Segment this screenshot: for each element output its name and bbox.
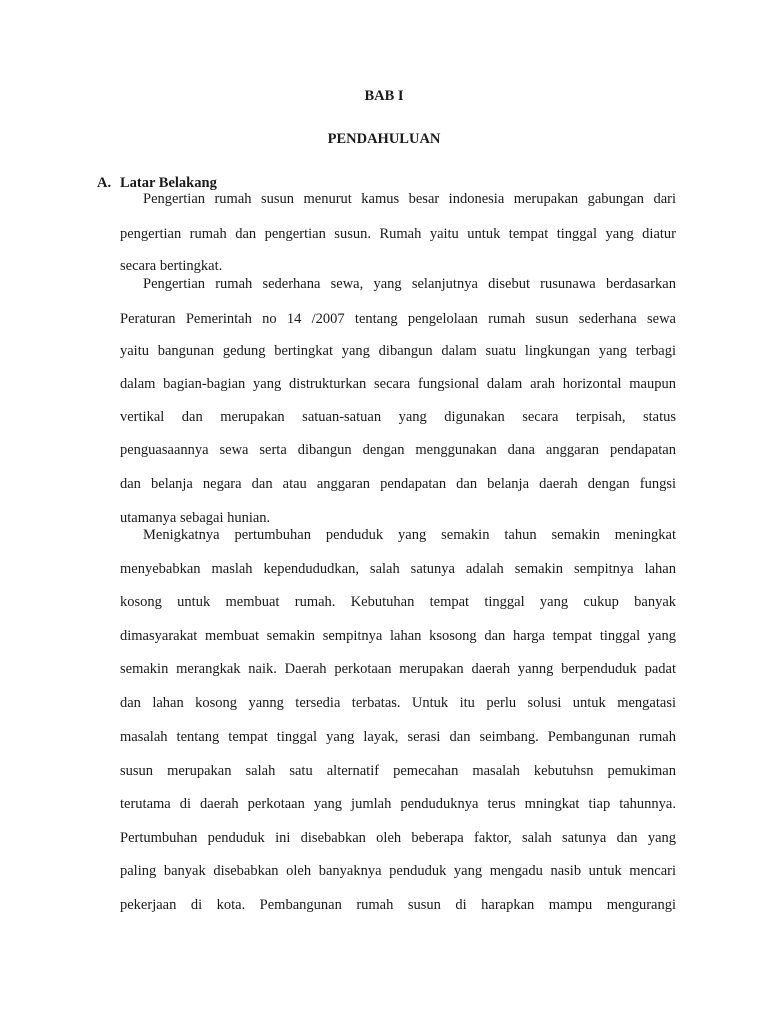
body-line: utamanya sebagai hunian. — [120, 510, 271, 526]
chapter-number: BAB I — [364, 88, 404, 104]
body-line: secara bertingkat. — [120, 258, 223, 274]
body-line: dalam bagian-bagian yang distrukturkan secara fungsional dalam arah horizontal maupun — [120, 376, 676, 392]
body-line: susun merupakan salah satu alternatif pemecahan masalah kebutuhsn pemukiman — [120, 763, 676, 779]
body-line: Peraturan Pemerintah no 14 /2007 tentang pengelolaan rumah susun sederhana sewa — [120, 311, 676, 327]
section-marker: A. — [97, 175, 112, 191]
body-line: kosong untuk membuat rumah. Kebutuhan tempat tinggal yang cukup banyak — [120, 594, 676, 610]
body-line: pengertian rumah dan pengertian susun. Rumah yaitu untuk tempat tinggal yang diatur — [120, 226, 676, 242]
body-line: dan lahan kosong yanng tersedia terbatas. Untuk itu perlu solusi untuk mengatasi — [120, 695, 676, 711]
body-line: masalah tentang tempat tinggal yang layak, serasi dan seimbang. Pembangunan rumah — [120, 729, 676, 745]
body-line: Menigkatnya pertumbuhan penduduk yang semakin tahun semakin meningkat — [143, 527, 676, 543]
body-line: Pengertian rumah susun menurut kamus besar indonesia merupakan gabungan dari — [143, 191, 676, 207]
section-title: Latar Belakang — [120, 175, 217, 191]
body-line: yaitu bangunan gedung bertingkat yang dibangun dalam suatu lingkungan yang terbagi — [120, 343, 676, 359]
body-line: menyebabkan maslah kependududkan, salah satunya adalah semakin sempitnya lahan — [120, 561, 676, 577]
body-line: Pertumbuhan penduduk ini disebabkan oleh beberapa faktor, salah satunya dan yang — [120, 830, 676, 846]
chapter-title: PENDAHULUAN — [327, 131, 441, 147]
body-line: paling banyak disebabkan oleh banyaknya penduduk yang mengadu nasib untuk mencari — [120, 863, 676, 879]
body-line: Pengertian rumah sederhana sewa, yang selanjutnya disebut rusunawa berdasarkan — [143, 276, 676, 292]
section-heading — [97, 175, 217, 192]
body-line: dimasyarakat membuat semakin sempitnya lahan ksosong dan harga tempat tinggal yang — [120, 628, 676, 644]
body-line: dan belanja negara dan atau anggaran pendapatan dan belanja daerah dengan fungsi — [120, 476, 676, 492]
body-line: penguasaannya sewa serta dibangun dengan menggunakan dana anggaran pendapatan — [120, 442, 676, 458]
body-line: semakin merangkak naik. Daerah perkotaan merupakan daerah yanng berpenduduk padat — [120, 661, 676, 677]
body-line: terutama di daerah perkotaan yang jumlah penduduknya terus mningkat tiap tahunnya. — [120, 796, 676, 812]
body-line: pekerjaan di kota. Pembangunan rumah susun di harapkan mampu mengurangi — [120, 897, 676, 913]
body-line: vertikal dan merupakan satuan-satuan yang digunakan secara terpisah, status — [120, 409, 676, 425]
